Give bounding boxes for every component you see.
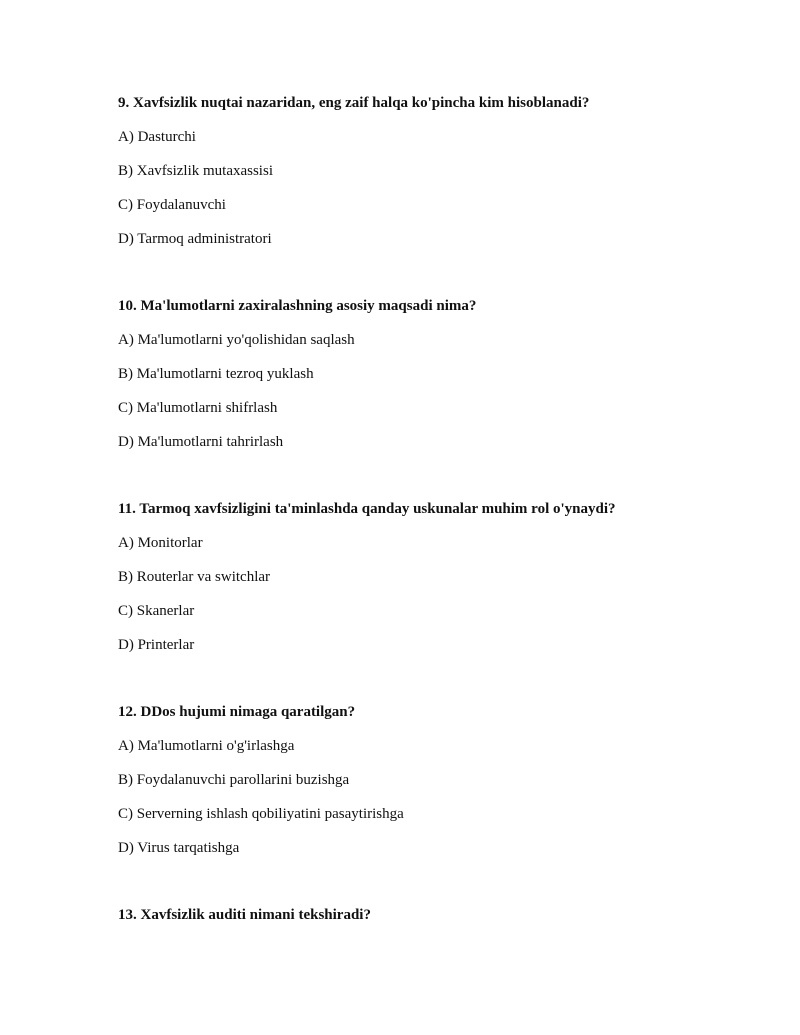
question-title: 11. Tarmoq xavfsizligini ta'minlashda qanday uskunalar muhim rol o'ynaydi?: [118, 501, 616, 517]
question-9: [118, 94, 758, 247]
question-title: 10. Ma'lumotlarni zaxiralashning asosiy maqsadi nima?: [118, 298, 477, 314]
question-13: [118, 906, 758, 924]
answer-option-d: D) Tarmoq administratori: [118, 231, 272, 247]
answer-option-b: B) Ma'lumotlarni tezroq yuklash: [118, 366, 314, 382]
question-12: [118, 703, 758, 856]
answer-option-a: A) Ma'lumotlarni o'g'irlashga: [118, 738, 295, 754]
answer-option-d: D) Ma'lumotlarni tahrirlash: [118, 434, 284, 450]
answer-option-b: B) Foydalanuvchi parollarini buzishga: [118, 772, 350, 788]
answer-option-b: B) Routerlar va switchlar: [118, 569, 271, 585]
answer-option-c: C) Serverning ishlash qobiliyatini pasaytirishga: [118, 806, 404, 822]
answer-option-b: B) Xavfsizlik mutaxassisi: [118, 163, 273, 179]
answer-option-a: A) Ma'lumotlarni yo'qolishidan saqlash: [118, 332, 355, 348]
question-10: [118, 297, 758, 450]
answer-option-a: A) Monitorlar: [118, 535, 203, 551]
question-title: 13. Xavfsizlik auditi nimani tekshiradi?: [118, 907, 371, 923]
answer-option-c: C) Foydalanuvchi: [118, 197, 226, 213]
answer-option-c: C) Skanerlar: [118, 603, 195, 619]
answer-option-d: D) Printerlar: [118, 637, 195, 653]
answer-option-d: D) Virus tarqatishga: [118, 840, 240, 856]
answer-option-a: A) Dasturchi: [118, 129, 196, 145]
question-title: 9. Xavfsizlik nuqtai nazaridan, eng zaif halqa ko'pincha kim hisoblanadi?: [118, 95, 590, 111]
question-11: [118, 500, 758, 653]
answer-option-c: C) Ma'lumotlarni shifrlash: [118, 400, 278, 416]
question-title: 12. DDos hujumi nimaga qaratilgan?: [118, 704, 356, 720]
